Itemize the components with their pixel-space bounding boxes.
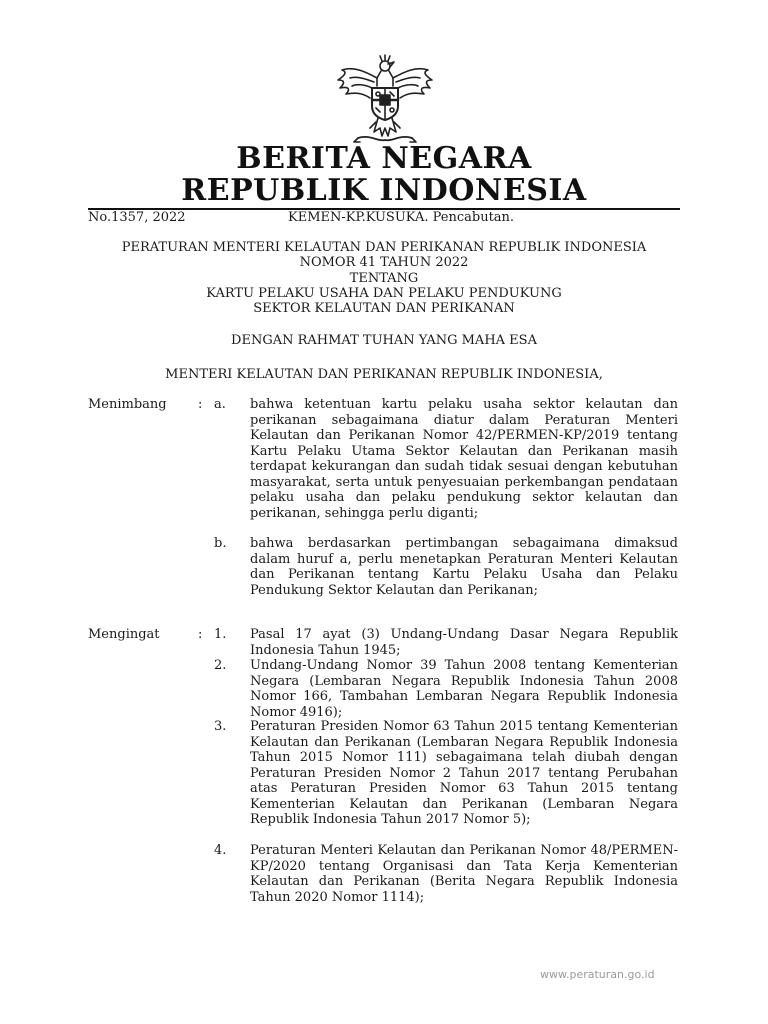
- menimbang-item-marker: a.: [214, 397, 226, 412]
- regulation-title-line-5: SEKTOR KELAUTAN DAN PERIKANAN: [253, 301, 515, 316]
- masthead-subtitle: REPUBLIK INDONESIA: [181, 173, 587, 208]
- mengingat-item-marker: 4.: [214, 843, 227, 858]
- regulation-title-line-3: TENTANG: [349, 271, 419, 286]
- menimbang-item-text: bahwa ketentuan kartu pelaku usaha sektor kelautan dan perikanan sebagaimana diatur dalam Peraturan Menteri Kelautan dan Perikanan Nomor 42/PERMEN-KP/2019 tentang Kartu Pelaku Utama Sektor Kelautan dan Perikanan masih terdapat kekurangan dan sudah tidak sesuai dengan kebutuhan masyarakat, serta untuk penyesuaian perkembangan pendataan pelaku usaha dan pelaku pendukung sektor kelautan dan perikanan, sehingga perlu diganti;: [250, 397, 678, 521]
- preamble-minister: MENTERI KELAUTAN DAN PERIKANAN REPUBLIK INDONESIA,: [165, 367, 603, 382]
- mengingat-item-text: Pasal 17 ayat (3) Undang-Undang Dasar Negara Republik Indonesia Tahun 1945;: [250, 627, 678, 658]
- source-watermark: www.peraturan.go.id: [540, 968, 655, 981]
- mengingat-item-text: Peraturan Presiden Nomor 63 Tahun 2015 tentang Kementerian Kelautan dan Perikanan (Lembaran Negara Republik Indonesia Tahun 2015 Nomor 111) sebagaimana telah diubah dengan Peraturan Presiden Nomor 2 Tahun 2017 tentang Perubahan atas Peraturan Presiden Nomor 63 Tahun 2015 tentang Kementerian Kelautan dan Perikanan (Lembaran Negara Republik Indonesia Tahun 2017 Nomor 5);: [250, 719, 678, 827]
- mengingat-item-text: Peraturan Menteri Kelautan dan Perikanan Nomor 48/PERMEN-KP/2020 tentang Organisasi dan Tata Kerja Kementerian Kelautan dan Perikanan (Berita Negara Republik Indonesia Tahun 2020 Nomor 1114);: [250, 843, 678, 905]
- mengingat-colon: :: [198, 627, 203, 642]
- regulation-title-line-1: PERATURAN MENTERI KELAUTAN DAN PERIKANAN REPUBLIK INDONESIA: [121, 240, 647, 255]
- mengingat-label: Mengingat: [88, 627, 160, 642]
- menimbang-colon: :: [198, 397, 203, 412]
- preamble-grace: DENGAN RAHMAT TUHAN YANG MAHA ESA: [231, 333, 537, 348]
- regulation-title-line-2: NOMOR 41 TAHUN 2022: [299, 255, 469, 270]
- menimbang-item-text: bahwa berdasarkan pertimbangan sebagaimana dimaksud dalam huruf a, perlu menetapkan Peraturan Menteri Kelautan dan Perikanan tentang Kartu Pelaku Usaha dan Pelaku Pendukung Sektor Kelautan dan Perikanan;: [250, 536, 678, 598]
- mengingat-item-marker: 3.: [214, 719, 227, 734]
- mengingat-item-marker: 2.: [214, 658, 227, 673]
- garuda-emblem-icon: [330, 52, 440, 152]
- regulation-title-line-4: KARTU PELAKU USAHA DAN PELAKU PENDUKUNG: [206, 286, 562, 301]
- menimbang-label: Menimbang: [88, 397, 167, 412]
- mengingat-item-marker: 1.: [214, 627, 227, 642]
- mengingat-item-text: Undang-Undang Nomor 39 Tahun 2008 tentang Kementerian Negara (Lembaran Negara Republik Indonesia Tahun 2008 Nomor 166, Tambahan Lembaran Negara Republik Indonesia Nomor 4916);: [250, 658, 678, 720]
- gazette-subject: KEMEN-KP.KUSUKA. Pencabutan.: [288, 210, 515, 225]
- menimbang-item-marker: b.: [214, 536, 227, 551]
- masthead-title: BERITA NEGARA: [236, 141, 532, 176]
- gazette-number: No.1357, 2022: [88, 210, 186, 225]
